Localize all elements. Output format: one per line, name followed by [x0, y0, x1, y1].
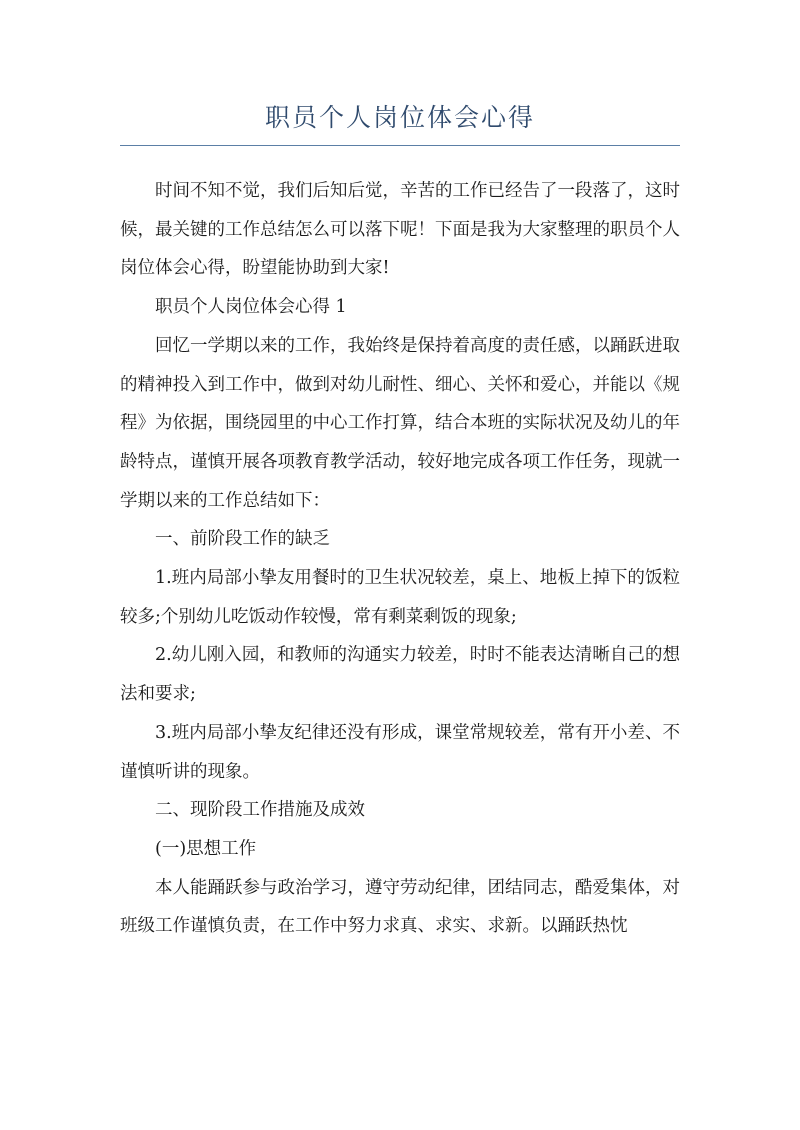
- paragraph-intro: 时间不知不觉，我们后知后觉，辛苦的工作已经告了一段落了，这时候，最关键的工作总结怎么可以落下呢！下面是我为大家整理的职员个人岗位体会心得，盼望能协助到大家!: [120, 181, 680, 279]
- section-heading: 一、前阶段工作的缺乏: [155, 529, 330, 550]
- list-item: 2.幼儿刚入园，和教师的沟通实力较差，时时不能表达清晰自己的想法和要求;: [120, 645, 680, 705]
- title-divider: [120, 145, 680, 146]
- paragraph-thought-work: 本人能踊跃参与政治学习，遵守劳动纪律，团结同志，酷爱集体，对班级工作谨慎负责，在工作中努力求真、求实、求新。以踊跃热忱: [120, 877, 680, 937]
- paragraph-review: 回忆一学期以来的工作，我始终是保持着高度的责任感，以踊跃进取的精神投入到工作中，做到对幼儿耐性、细心、关怀和爱心，并能以《规程》为依据，围绕园里的中心工作打算，结合本班的实际状况及幼儿的年龄特点，谨慎开展各项教育教学活动，较好地完成各项工作任务，现就一学期以来的工作总结如下：: [120, 335, 680, 511]
- list-item: 1.班内局部小挚友用餐时的卫生状况较差，桌上、地板上掉下的饭粒较多;个别幼儿吃饭动作较慢，常有剩菜剩饭的现象;: [120, 568, 680, 627]
- subsection-heading: (一)思想工作: [155, 838, 257, 859]
- section-heading: 职员个人岗位体会心得 1: [155, 297, 347, 318]
- list-item: 3.班内局部小挚友纪律还没有形成，课堂常规较差，常有开小差、不谨慎听讲的现象。: [120, 722, 680, 782]
- document-body: [120, 172, 680, 946]
- document-title: 职员个人岗位体会心得: [264, 103, 535, 132]
- section-heading: 二、现阶段工作措施及成效: [155, 800, 365, 821]
